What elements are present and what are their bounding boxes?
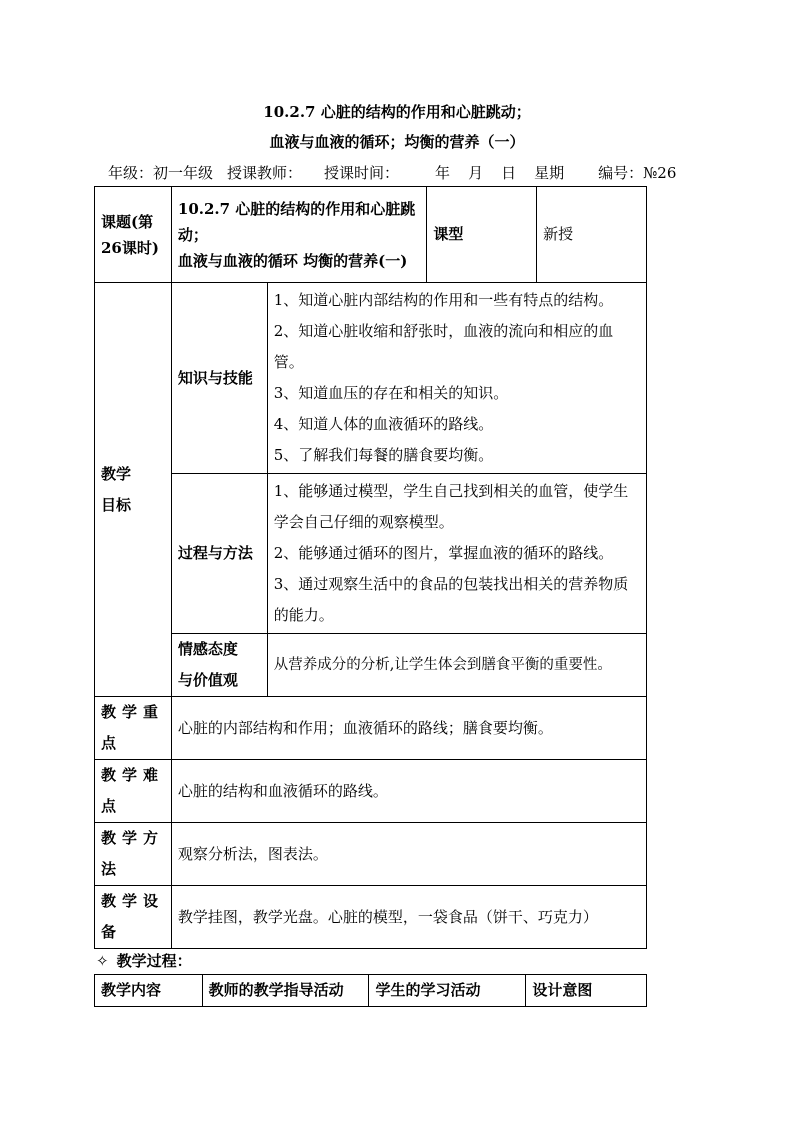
objectives-label-line2: 目标 [101,495,132,514]
process-table-header [95,975,647,1007]
meta-day: 日 [501,164,517,182]
knowledge-content [267,283,646,474]
lesson-type-value: 新授 [537,187,647,283]
doc-title-line2: 血液与血液的循环；均衡的营养（一） [269,133,525,151]
column-header: 学生的学习活动 [369,975,526,1007]
process-table [94,974,647,1007]
meta-time: 授课时间： [324,164,400,182]
objectives-label-line1: 教学 [101,464,132,483]
process-item: 1、能够通过模型，学生自己找到相关的血管，使学生学会自己仔细的观察模型。 [273,482,629,531]
diamond-marker-icon: ✧ [96,952,109,970]
knowledge-item: 4、知道人体的血液循环的路线。 [273,415,494,433]
process-row [95,474,647,634]
process-heading-text: 教学过程： [116,952,192,970]
meta-year: 年 [435,164,451,182]
column-header: 教学内容 [95,975,203,1007]
column-header: 教师的教学指导活动 [202,975,369,1007]
doc-title-line1: 10.2.7 心脏的结构的作用和心脏跳动； [263,103,531,121]
methods-content: 观察分析法，图表法。 [171,823,646,886]
topic-content-line2: 血液与血液的循环 均衡的营养(一) [177,251,408,270]
meta-number: 编号：№26 [598,164,677,182]
objectives-label [95,283,172,697]
meta-line [96,162,696,183]
difficulties-row [95,760,647,823]
knowledge-item: 5、了解我们每餐的膳食要均衡。 [273,446,494,464]
equipment-content: 教学挂图，教学光盘。心脏的模型，一袋食品（饼干、巧克力） [171,886,646,949]
emotion-label-line1: 情感态度 [177,640,238,658]
knowledge-row [95,283,647,474]
process-section-heading [96,950,192,971]
column-header: 设计意图 [526,975,647,1007]
emotion-row [95,634,647,697]
key-points-label: 教学重点 [95,697,172,760]
lesson-plan-table [94,186,647,949]
knowledge-item: 2、知道心脏收缩和舒张时，血液的流向和相应的血管。 [273,322,614,371]
equipment-row [95,886,647,949]
meta-weekday: 星期 [534,164,565,182]
key-points-row [95,697,647,760]
process-label: 过程与方法 [171,474,267,634]
knowledge-label: 知识与技能 [171,283,267,474]
knowledge-item: 1、知道心脏内部结构的作用和一些有特点的结构。 [273,291,614,309]
knowledge-item: 3、知道血压的存在和相关的知识。 [273,384,509,402]
meta-teacher: 授课教师： [227,164,303,182]
emotion-label-line2: 与价值观 [177,671,238,689]
process-item: 3、通过观察生活中的食品的包装找出相关的营养物质的能力。 [273,575,629,624]
process-item: 2、能够通过循环的图片，掌握血液的循环的路线。 [273,544,614,562]
equipment-label: 教学设备 [95,886,172,949]
methods-row [95,823,647,886]
topic-content [171,187,427,283]
topic-label: 课题(第26课时) [95,187,172,283]
difficulties-content: 心脏的结构和血液循环的路线。 [171,760,646,823]
emotion-label [171,634,267,697]
methods-label: 教学方法 [95,823,172,886]
topic-row [95,187,647,283]
topic-content-line1: 10.2.7 心脏的结构的作用和心脏跳动； [177,199,416,244]
emotion-content: 从营养成分的分析,让学生体会到膳食平衡的重要性。 [267,634,646,697]
lesson-type-label: 课型 [427,187,537,283]
process-content [267,474,646,634]
meta-grade: 年级：初一年级 [108,164,214,182]
key-points-content: 心脏的内部结构和作用；血液循环的路线；膳食要均衡。 [171,697,646,760]
difficulties-label: 教学难点 [95,760,172,823]
meta-month: 月 [468,164,484,182]
